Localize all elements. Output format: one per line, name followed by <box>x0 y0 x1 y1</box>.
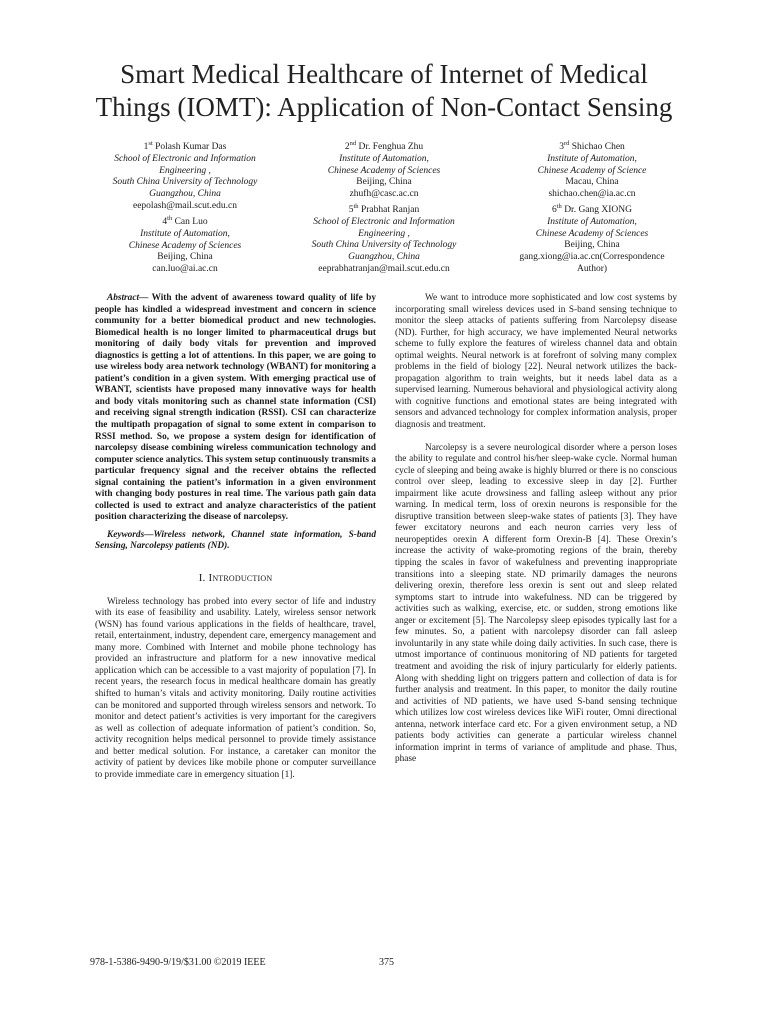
author-city: Beijing, China <box>564 240 620 251</box>
author-ordinal: 3 <box>559 142 564 152</box>
author-email: gang.xiong@ia.ac.cn(Correspondence <box>519 252 665 263</box>
body-paragraph-2: Narcolepsy is a severe neurological disorder where a person loses the ability to regulate and control his/her sleep-wake cycle. Normal human cycle of sleeping and being awake is highly blurred or there is no conscious control over sleep, leading to excessive sleep in day [2]. Further impairment like acute drowsiness and falling asleep without any prior warning. In medical term, loss of orexin neurons is responsible for the disruptive transition between sleep-wake states of patients [3]. They have fewer excitatory neurons and each neuron carries very less of neuropeptides orexin A different form Orexin-B [4]. These Orexin’s increase the activity of wake-promoting regions of the brain, thereby tipping the scales in favor of wakefulness and preventing inappropriate transitions into a sleeping state. ND primarily damages the neurons delivering orexin, therefore less orexin is sent out and sleep related symptoms start to intrude into wakefulness. ND can be triggered by activities such as walking, exercise, etc. or sudden, strong emotions like anger or excitement [5]. The Narcolepsy sleep episodes typically last for a few minutes. So, a patient with narcolepsy disorder can fall asleep involuntarily in any state while doing daily activities. In such case, there is utmost importance of continuous monitoring of ND patients for targeted treatment and avoiding the risk of injury particularly for elderly patients. Along with shedding light on triggers pattern and collection of data is for further analysis and treatment. In this paper, to monitor the daily routine and activities of ND patients, we have used S-band sensing technique which utilizes low cost wireless devices like WiFi router, Omni directional antenna, network interface card etc. For a given environment setup, a ND patients body activities can generate a particular wireless channel information imprint in terms of variance of amplitude and phase. Thus, phase <box>395 442 677 765</box>
author-city: Beijing, China <box>356 177 412 188</box>
author-block-4 <box>95 214 275 276</box>
footer-isbn: 978-1-5386-9490-9/19/$31.00 ©2019 IEEE <box>90 957 266 968</box>
author-block-3 <box>502 139 682 201</box>
author-institution: Chinese Academy of Sciences <box>535 228 649 239</box>
author-ordinal: 1 <box>143 142 149 152</box>
author-name <box>95 139 275 154</box>
author-city: Beijing, China <box>157 252 213 263</box>
author-ordinal-suffix: st <box>148 139 153 147</box>
paper-title-line-1: Smart Medical Healthcare of Internet of Medical <box>120 59 648 89</box>
author-block-1 <box>95 139 275 213</box>
author-city: Guangzhou, China <box>149 189 221 200</box>
introduction-paragraph: Wireless technology has probed into every sector of life and industry with its ease of feasibility and usability. Lately, wireless sensor network (WSN) has found various applications in the fields of healthcare, travel, retail, entertainment, industry, dependent care, emergency management and many more. Combined with Internet and mobile phone technology has provided an infrastructure and platform for a new innovative medical application which can be accessible to a vast majority of population [7]. In recent years, the research focus in medical healthcare domain has greatly shifted to human’s vitals and activity monitoring. Daily routine activities can be monitored and supported through wireless sensors and network. To monitor and detect patient’s activities is very important for the caregivers as well as collection of adequate information of patient’s condition. So, activity recognition helps medical personnel to provide timely assistance and better medical solution. For instance, a caretaker can monitor the activity of patient by devices like mobile phone or computer surveillance to provide immediate care in emergency situation [1]. <box>95 596 376 780</box>
keywords-label: Keywords— <box>107 529 154 540</box>
author-ordinal: 5 <box>348 205 354 215</box>
author-email: zhufh@casc.ac.cn <box>349 189 419 200</box>
author-block-5 <box>294 202 474 276</box>
author-name <box>502 202 682 217</box>
author-email: Author) <box>576 263 608 274</box>
author-ordinal: 4 <box>162 217 168 227</box>
left-column <box>95 293 376 781</box>
section-number: I. <box>198 572 206 585</box>
author-ordinal: 6 <box>552 205 557 215</box>
abstract <box>95 293 376 524</box>
author-name <box>95 214 275 229</box>
author-institution: School of Electronic and Information <box>114 153 256 164</box>
author-name-text: Dr. Gang XIONG <box>564 205 632 215</box>
author-city: Macau, China <box>565 177 619 188</box>
author-institution: Chinese Academy of Sciences <box>327 165 441 176</box>
author-name <box>294 139 474 154</box>
author-name-text: Can Luo <box>174 217 208 227</box>
author-name-text: Dr. Fenghua Zhu <box>358 142 424 152</box>
author-name <box>294 202 474 217</box>
author-name <box>502 139 682 154</box>
author-ordinal-suffix: th <box>353 202 359 210</box>
keywords <box>95 530 376 553</box>
author-institution: Chinese Academy of Sciences <box>128 240 242 251</box>
paper-title-line-2: Things (IOMT): Application of Non-Contact Sensing <box>95 92 673 122</box>
author-institution: Engineering , <box>159 165 211 176</box>
keywords-text: Wireless network, Channel state information, S-band Sensing, Narcolepsy patients (ND). <box>95 529 376 552</box>
author-block-6 <box>502 202 682 276</box>
author-email: shichao.chen@ia.ac.cn <box>548 189 636 200</box>
paper-title <box>40 58 728 124</box>
author-institution: Chinese Academy of Science <box>537 165 647 176</box>
author-ordinal-suffix: th <box>556 202 562 210</box>
author-institution: Institute of Automation, <box>140 228 230 239</box>
abstract-text: With the advent of awareness toward quality of life by people has kindled a widespread investment and concern in science community for a better biomedical product and new technologies. Biomedical health is no longer limited to pharmaceutical drugs but monitoring of daily body vitals for prevention and improved diagnostics is getting a lot of attentions. In this paper, we are going to use wireless body area network technology (WBANT) for monitoring a patient’s condition in a given system. With emerging practical use of WBANT, scientists have proposed many innovative ways for health and body vitals monitoring such as channel state information (CSI) and receiving signal strength indication (RSSI). CSI can characterize the multipath propagation of signal to some extent in comparison to RSSI method. So, we propose a system design for identification of narcolepsy disease combining wireless communication technology and computer science analytics. This system setup continuously transmits a particular frequency signal and the receiver obtains the reflected signal containing the patient’s information in a given environment with changing body postures in real time. The various path gain data collected is used to extract and analyze characteristics of the patient position characterizing the disease of narcolepsy. <box>95 293 377 523</box>
author-name-text: Shichao Chen <box>571 142 625 152</box>
author-city: Guangzhou, China <box>348 252 420 263</box>
body-paragraph-1: We want to introduce more sophisticated and low cost systems by incorporating small wireless devices used in S-band sensing technique to monitor the sleep attacks of patients suffering from Narcolepsy disease (ND). Further, for high accuracy, we have implemented Neural networks scheme to fully explore the features of wireless channel data and obtain optimal weights. Neural network is at forefront of solving many complex problems in the field of biology [22]. Neural network utilizes the back-propagation algorithm to train weights, but it needs label data as a supervised learning. Numerous behavioral and physiological activity along with cognitive functions and emotional states are being integrated with sensors and advanced technology for complex information analysis, proper diagnosis and treatment. <box>395 293 677 431</box>
abstract-label: Abstract <box>107 293 140 303</box>
author-ordinal-suffix: nd <box>349 139 357 147</box>
author-ordinal: 2 <box>344 142 350 152</box>
author-ordinal-suffix: th <box>167 214 173 222</box>
author-institution: Engineering , <box>358 228 410 239</box>
author-email: can.luo@ai.ac.cn <box>152 264 218 275</box>
author-email: eepolash@mail.scut.edu.cn <box>133 200 237 211</box>
author-institution: South China University of Technology <box>311 240 457 251</box>
author-institution: School of Electronic and Information <box>313 216 455 227</box>
author-institution: Institute of Automation, <box>547 216 637 227</box>
section-heading-introduction <box>95 573 376 585</box>
author-institution: Institute of Automation, <box>339 153 429 164</box>
abstract-dash: — <box>139 293 152 303</box>
author-institution: Institute of Automation, <box>547 153 637 164</box>
author-name-text: Polash Kumar Das <box>155 142 227 152</box>
page-number: 375 <box>379 957 394 968</box>
author-name-text: Prabhat Ranjan <box>360 205 420 215</box>
right-column <box>395 293 677 766</box>
author-institution: South China University of Technology <box>112 177 258 188</box>
section-title: Introduction <box>208 572 273 585</box>
author-ordinal-suffix: rd <box>563 139 570 147</box>
author-email: eeprabhatranjan@mail.scut.edu.cn <box>318 263 450 274</box>
author-block-2 <box>294 139 474 201</box>
